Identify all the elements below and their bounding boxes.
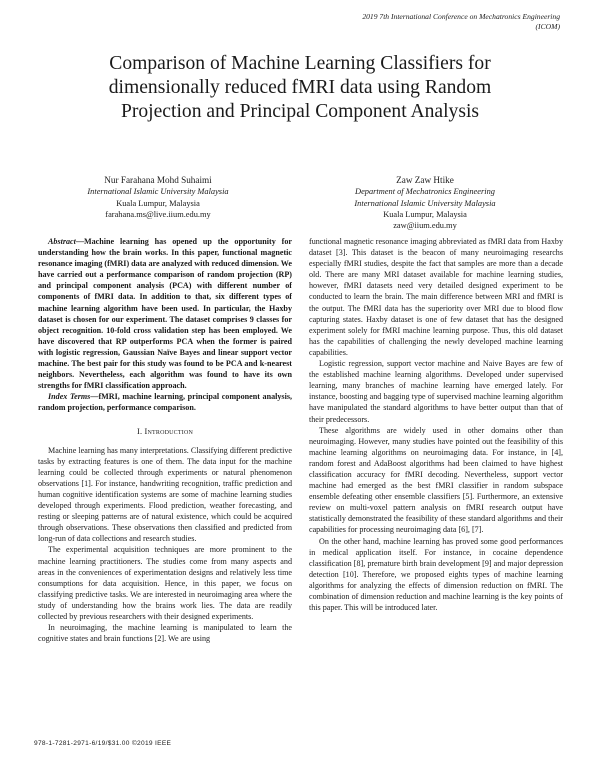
right-column: [309, 236, 563, 613]
body-paragraph: These algorithms are widely used in other domains other than neuroimaging. However, many studies have pointed out the feasibility of this machine learning algorithms on neuroimaging data. For instance, in [4], random forest and AdaBoost algorithms had been claimed to have highest classification accuracy for fMRI decoding. Nevertheless, support vector machine had emerged as the best fMRI classifier in random subspace ensemble defeating other ensemble classifiers [5]. Furthermore, an extensive review on multi-voxel pattern analysis on fMRI research output have statistically demonstrated the feasibility of these standard algorithms and their capabilities for processing neuroimaging data [6], [7].: [309, 425, 563, 535]
author-location: Kuala Lumpur, Malaysia: [383, 209, 467, 219]
body-paragraph: In neuroimaging, the machine learning is manipulated to learn the cognitive states and brain functions [2]. We are using: [38, 623, 292, 644]
copyright-footer: 978-1-7281-2971-6/19/$31.00 ©2019 IEEE: [34, 740, 172, 747]
title-line-3: Projection and Principal Component Analysis: [120, 101, 480, 122]
author-location: Kuala Lumpur, Malaysia: [116, 198, 200, 208]
title-line-1: Comparison of Machine Learning Classifiers for: [109, 53, 491, 74]
body-paragraph: Logistic regression, support vector machine and Naive Bayes are few of the established machine learning algorithms. Developed under supervised learning, many branches of machine learning have emerged lately. For instance, boosting and bagging type of supervised machine learning algorithm have manipulated the standard algorithms to have better output than that of their predecessors.: [309, 359, 563, 424]
conference-acronym: (ICOM): [535, 22, 560, 31]
section-number: I.: [136, 426, 143, 436]
paper-title: [30, 52, 570, 124]
index-terms: [38, 391, 292, 413]
index-terms-label: Index Terms: [48, 392, 91, 402]
title-line-2: dimensionally reduced fMRI data using Random: [108, 77, 492, 98]
section-title: Introduction: [144, 426, 194, 436]
conference-name: 2019 7th International Conference on Mechatronics Engineering: [362, 12, 560, 21]
index-terms-text: —fMRI, machine learning, principal component analysis, random projection, performance comparison.: [38, 392, 293, 413]
body-paragraph: functional magnetic resonance imaging abbreviated as fMRI data from Haxby dataset [3]. This dataset is the beacon of many neuroimaging researchs especially fMRI studies, despite the fact that samples are more than a decade old. There are many MRI dataset available for machine learning studies, however, fMRI datasets need very detailed designed experiment to be conducted to learn the brain. The main difference between MRI and fMRI is the output. The fMRI data has the superiority over MRI due to blood flow capturing states. Haxby dataset is one of few dataset that has the designed experiment solely for fMRI machine learning purpose. Thus, this old dataset has the capabilities of challenging the newly developed machine learning capabilities.: [309, 237, 563, 357]
author-affiliation: International Islamic University Malaysia: [354, 198, 496, 208]
author-name: Nur Farahana Mohd Suhaimi: [104, 175, 212, 185]
conference-header: [260, 12, 560, 32]
abstract: [38, 236, 292, 391]
body-paragraph: On the other hand, machine learning has proved some good performances in medical application itself. For instance, in cocaine dependence classification [8], premature birth brain development [9] and major depression detection [10]. Therefore, we proposed eights types of machine learning algorithms for analyzing the effects of dimension reduction on fMRI. The combination of dimension reduction and machine learning is the key points of this paper. This will be introduced later.: [309, 536, 563, 613]
abstract-text: —Machine learning has opened up the opportunity for understanding how the brain works. In this paper, functional magnetic resonance imaging (fMRI) data are analyzed with reduced dimension. We have carried out a performance comparison of random projection (RP) and principal component analysis (PCA) with different number of components of fMRI data. In addition to that, six different types of machine learning algorithm have been used. In particular, the Haxby dataset is chosen for our experiment. The dataset comprises 9 classes for object recognition. 10-fold cross validation step has been employed. We have discovered that RP outperforms PCA when the former is paired with logistic regression, Gaussian Naïve Bayes and linear support vector machine. The best pair for this study was found to be PCA and k-nearest neighbors. Nevertheless, each algorithm was found to have its own strengths for fMRI classification approach.: [38, 237, 292, 391]
author-email[interactable]: zaw@iium.edu.my: [393, 221, 457, 231]
author-block-2: [300, 175, 550, 231]
author-department: Department of Mechatronics Engineering: [355, 187, 495, 197]
left-column: [38, 236, 292, 644]
author-name: Zaw Zaw Htike: [396, 175, 454, 185]
author-email[interactable]: farahana.ms@live.iium.edu.my: [105, 209, 211, 219]
author-affiliation: International Islamic University Malaysia: [87, 187, 229, 197]
body-paragraph: The experimental acquisition techniques are more prominent to the machine learning practitioners. The studies come from many aspects and areas in the conveniences of experimentation designs and relatively less time consumptions for data acquisition. Hence, in this paper, we focus on classifying predictive tasks. We are interested in neuroimaging area where the study of understanding how the brains work lies. The data are readily collected by previous researchers with their designed experiments.: [38, 545, 292, 621]
abstract-label: Abstract: [48, 237, 76, 246]
author-block-1: [33, 175, 283, 220]
section-heading: [38, 426, 292, 437]
body-paragraph: Machine learning has many interpretations. Classifying different predictive tasks by extracting features is one of them. The data input for the machine learning could be collected through experiments or natural phenomenon observations [1]. For instance, handwriting recognition, traffic prediction and human cognitive identification systems are some of machine learning studies developed through experiments. Flood prediction, weather forecasting, and resting or sleeping patterns are of natural existence, which could be acquired through observations. These observations then classified and predicted from long-run of data collections and research studies.: [38, 445, 292, 544]
